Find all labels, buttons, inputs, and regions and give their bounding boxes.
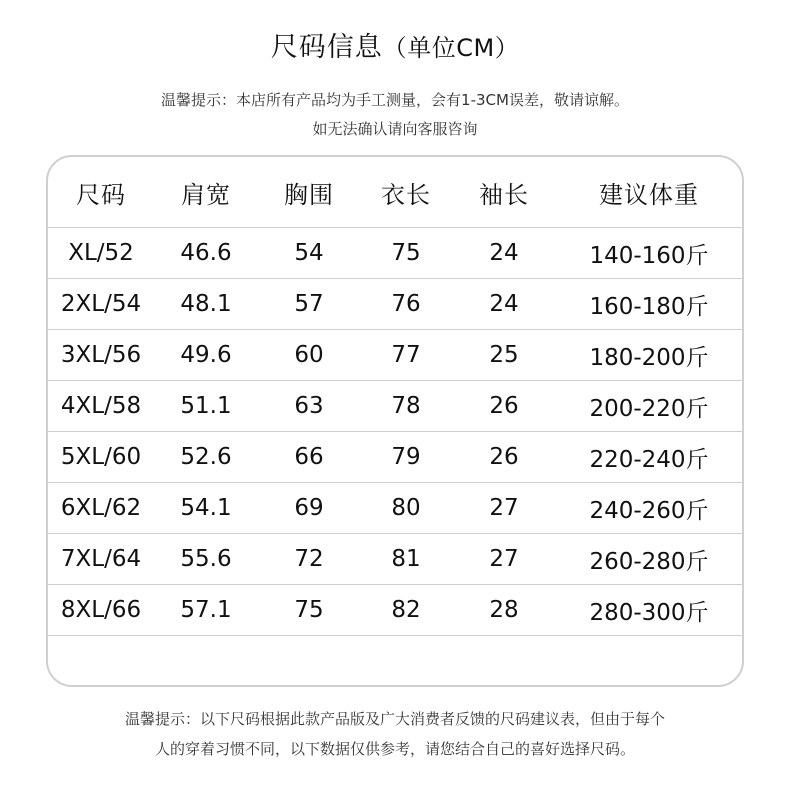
cell-length: 77 [360, 330, 452, 381]
measurement-notice-line-1: 温馨提示：本店所有产品均为手工测量，会有1-3CM误差，敬请谅解。 [161, 91, 629, 109]
cell-sleeve: 25 [452, 330, 556, 381]
cell-sleeve: 24 [452, 279, 556, 330]
cell-length: 79 [360, 432, 452, 483]
page-title [0, 28, 790, 68]
size-table-header-row [48, 157, 742, 228]
cell-size: 4XL/58 [48, 381, 154, 432]
cell-chest: 72 [258, 534, 360, 585]
cell-shoulder: 52.6 [154, 432, 258, 483]
cell-size: 8XL/66 [48, 585, 154, 636]
cell-chest: 57 [258, 279, 360, 330]
cell-sleeve: 26 [452, 381, 556, 432]
cell-chest: 69 [258, 483, 360, 534]
cell-weight: 140-160斤 [556, 228, 742, 279]
reference-notice [0, 704, 790, 764]
cell-chest: 60 [258, 330, 360, 381]
size-table [48, 157, 742, 636]
cell-length: 81 [360, 534, 452, 585]
header-size: 尺码 [76, 180, 126, 209]
cell-size: 6XL/62 [48, 483, 154, 534]
cell-chest: 63 [258, 381, 360, 432]
cell-sleeve: 24 [452, 228, 556, 279]
size-table-card [46, 155, 744, 687]
measurement-notice [0, 86, 790, 144]
cell-sleeve: 26 [452, 432, 556, 483]
header-sleeve: 袖长 [479, 180, 529, 209]
reference-notice-line-2: 人的穿着习惯不同，以下数据仅供参考，请您结合自己的喜好选择尺码。 [154, 740, 635, 758]
cell-shoulder: 46.6 [154, 228, 258, 279]
cell-size: 7XL/64 [48, 534, 154, 585]
header-shoulder: 肩宽 [181, 180, 231, 209]
table-row [48, 534, 742, 585]
cell-chest: 54 [258, 228, 360, 279]
cell-sleeve: 27 [452, 534, 556, 585]
table-row [48, 279, 742, 330]
cell-shoulder: 54.1 [154, 483, 258, 534]
cell-sleeve: 27 [452, 483, 556, 534]
cell-weight: 240-260斤 [556, 483, 742, 534]
cell-shoulder: 51.1 [154, 381, 258, 432]
measurement-notice-line-2: 如无法确认请向客服咨询 [312, 120, 478, 138]
header-chest: 胸围 [284, 180, 334, 209]
cell-length: 76 [360, 279, 452, 330]
cell-shoulder: 55.6 [154, 534, 258, 585]
cell-length: 75 [360, 228, 452, 279]
table-row [48, 432, 742, 483]
cell-size: 5XL/60 [48, 432, 154, 483]
header-length: 衣长 [381, 180, 431, 209]
cell-length: 80 [360, 483, 452, 534]
cell-shoulder: 49.6 [154, 330, 258, 381]
table-row [48, 330, 742, 381]
cell-length: 78 [360, 381, 452, 432]
reference-notice-line-1: 温馨提示：以下尺码根据此款产品版及广大消费者反馈的尺码建议表，但由于每个 [124, 710, 665, 728]
cell-sleeve: 28 [452, 585, 556, 636]
cell-weight: 160-180斤 [556, 279, 742, 330]
table-row [48, 585, 742, 636]
title-main: 尺码信息 [270, 32, 383, 63]
header-weight: 建议体重 [599, 180, 699, 209]
cell-weight: 280-300斤 [556, 585, 742, 636]
title-unit: （单位CM） [382, 34, 520, 62]
cell-weight: 260-280斤 [556, 534, 742, 585]
cell-shoulder: 48.1 [154, 279, 258, 330]
cell-size: 3XL/56 [48, 330, 154, 381]
cell-weight: 220-240斤 [556, 432, 742, 483]
table-row [48, 228, 742, 279]
cell-size: 2XL/54 [48, 279, 154, 330]
cell-weight: 200-220斤 [556, 381, 742, 432]
cell-weight: 180-200斤 [556, 330, 742, 381]
cell-shoulder: 57.1 [154, 585, 258, 636]
cell-chest: 75 [258, 585, 360, 636]
cell-size: XL/52 [48, 228, 154, 279]
cell-chest: 66 [258, 432, 360, 483]
table-row [48, 381, 742, 432]
table-row [48, 483, 742, 534]
cell-length: 82 [360, 585, 452, 636]
